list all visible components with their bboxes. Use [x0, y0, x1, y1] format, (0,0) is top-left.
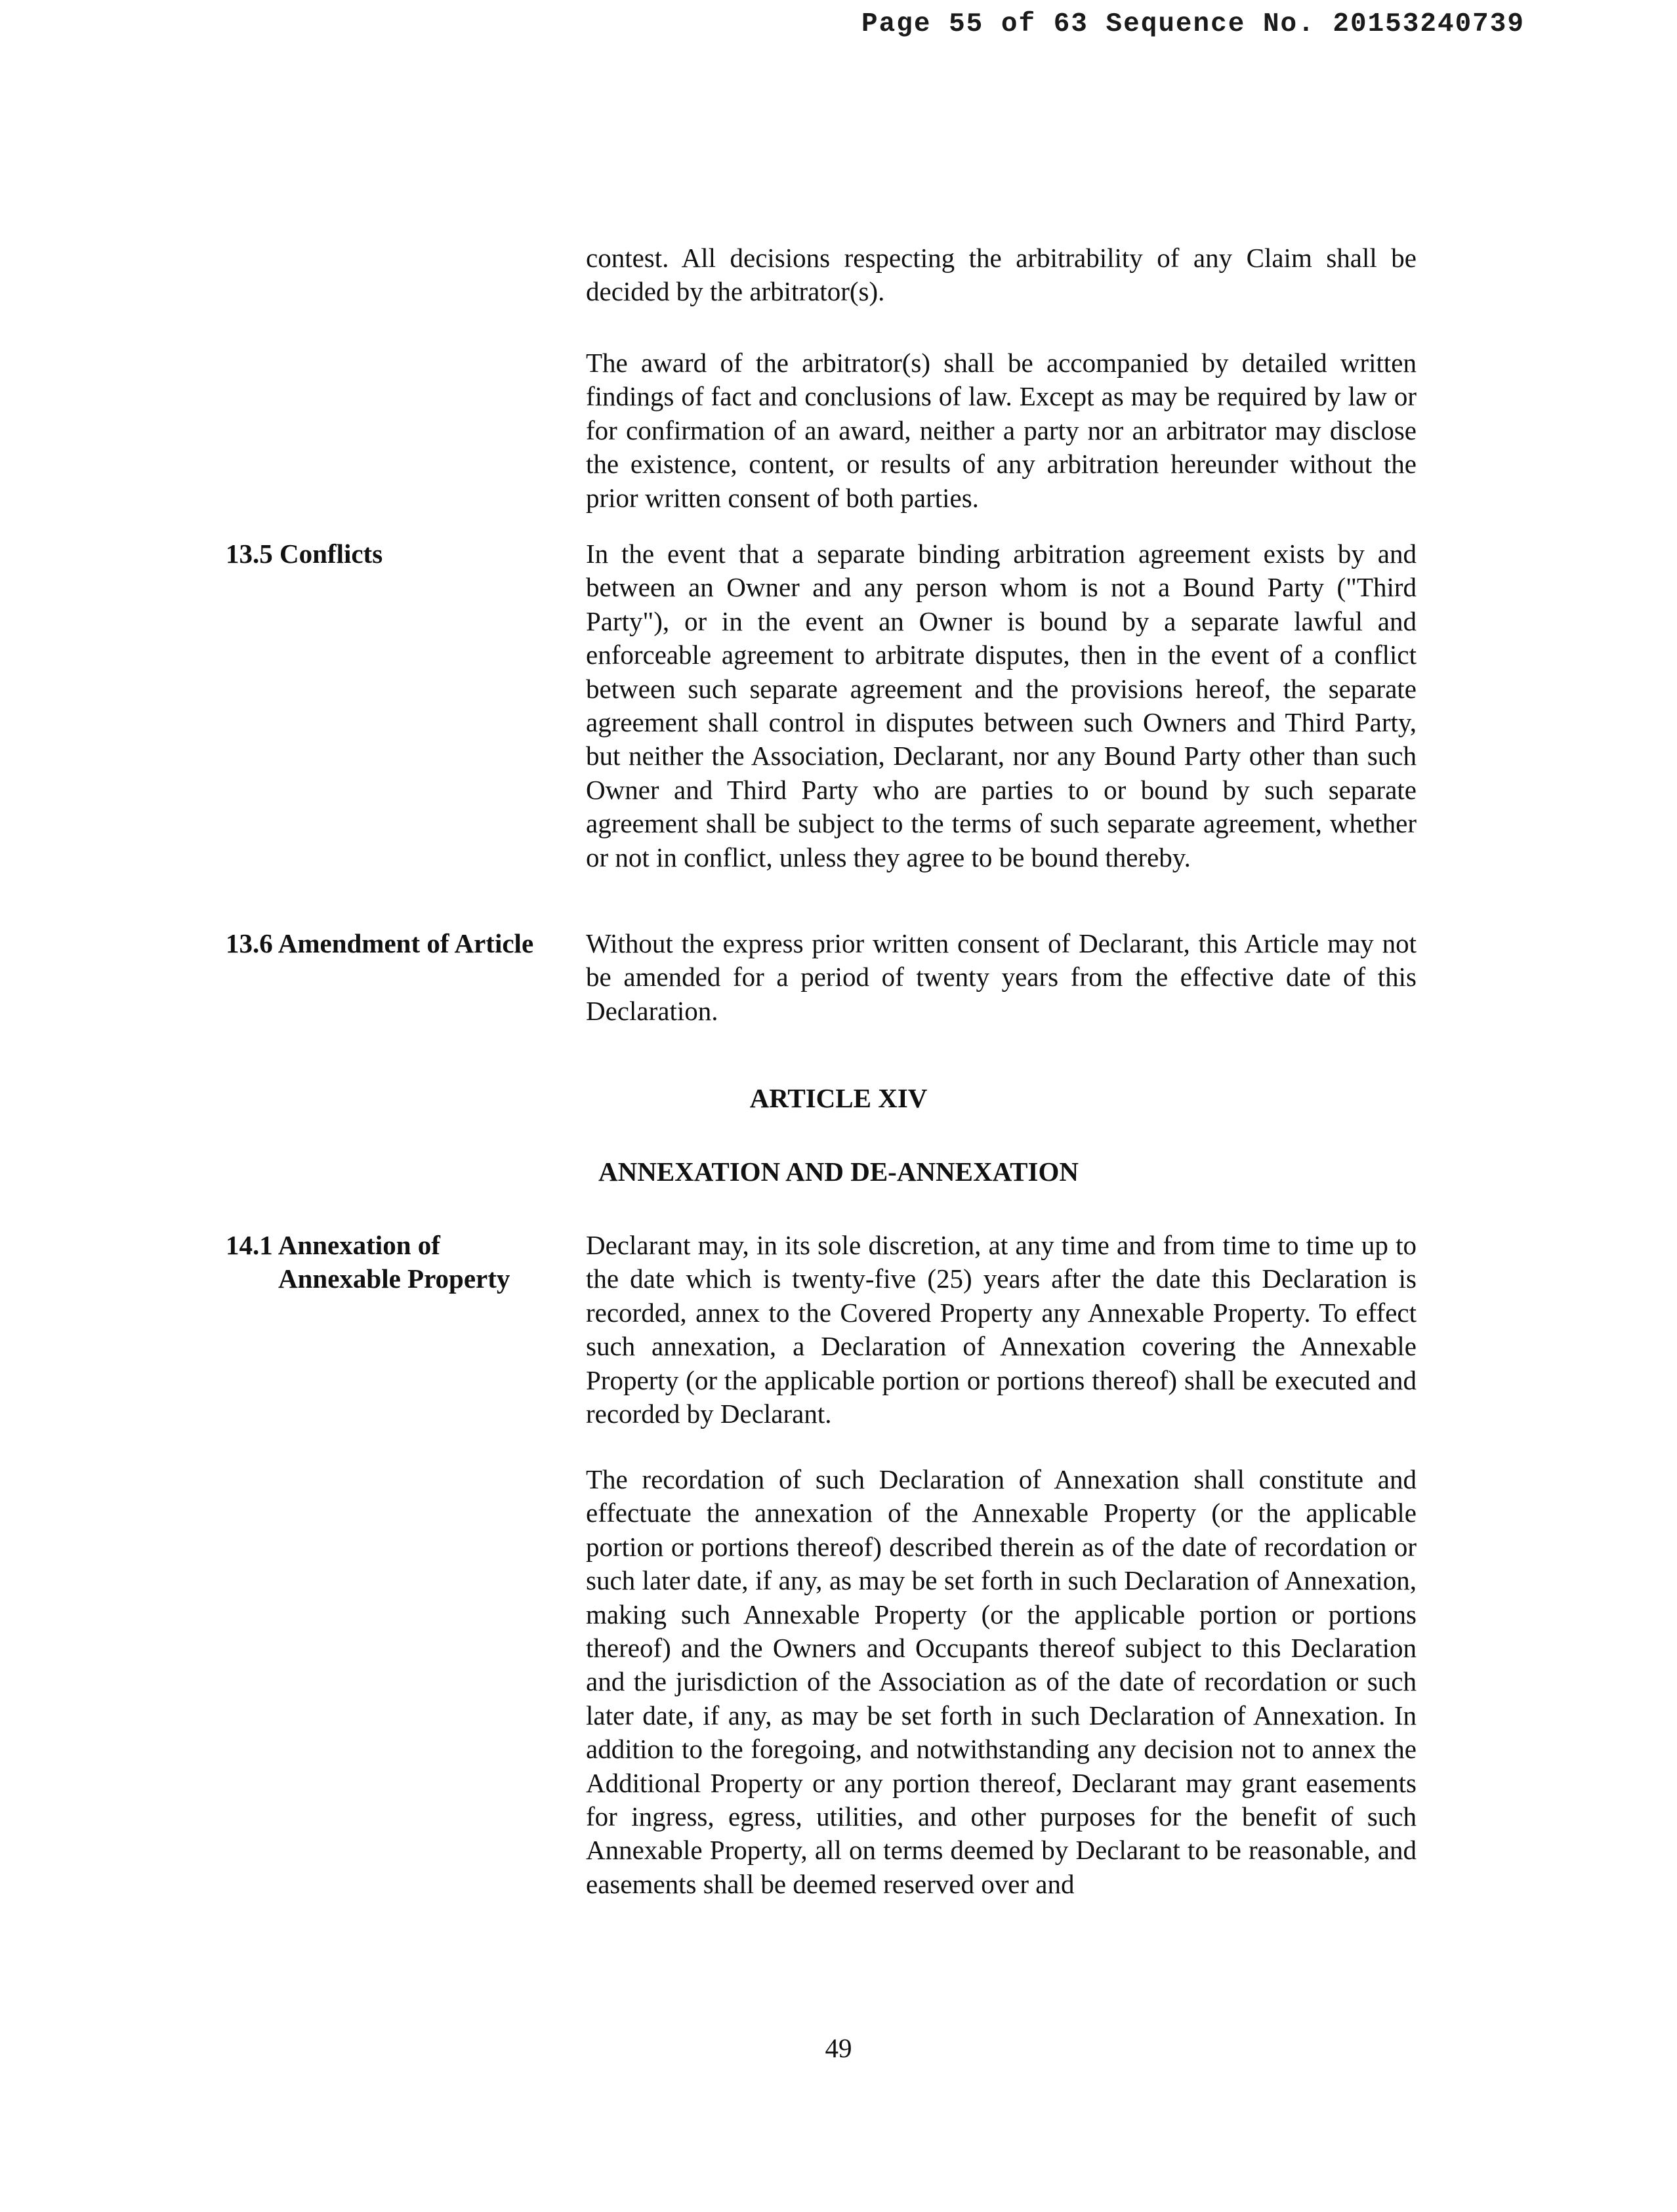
paragraph-award: [586, 346, 1417, 515]
paragraph-text: contest. All decisions respecting the arbitrability of any Claim shall be decided by the arbitrator(s).: [586, 243, 1417, 307]
section-heading-13-6: 13.6 Amendment of Article: [226, 928, 534, 958]
paragraph-text: The award of the arbitrator(s) shall be accompanied by detailed written findings of fact and conclusions of law. Except as may be required by law or for confirmation of an award, neither a party nor an arbitrator may disclose the existence, content, or results of any arbitration hereunder without the prior written consent of both parties.: [586, 348, 1417, 513]
paragraph-contest: [586, 241, 1417, 309]
section-body-14-1-a: [586, 1229, 1417, 1431]
page-number: 49: [825, 2033, 852, 2063]
page-header-sequence: Page 55 of 63 Sequence No. 20153240739: [861, 9, 1525, 39]
paragraph-text: The recordation of such Declaration of Annexation shall constitute and effectuate the annexation of the Annexable Property (or the applicable portion or portions thereof) described therein as of the date of recordation or such later date, if any, as may be set forth in such Declaration of Annexation, making such Annexable Property (or the applicable portion or portions thereof) and the Owners and Occupants thereof subject to this Declaration and the jurisdiction of the Association as of the date of recordation or such later date, if any, as may be set forth in such Declaration of Annexation. In addition to the foregoing, and notwithstanding any decision not to annex the Additional Property or any portion thereof, Declarant may grant easements for ingress, egress, utilities, and other purposes for the benefit of such Annexable Property, all on terms deemed by Declarant to be reasonable, and easements shall be deemed reserved over and: [586, 1464, 1417, 1899]
section-heading-line: 14.1 Annexation of: [226, 1230, 440, 1260]
article-title: ANNEXATION AND DE-ANNEXATION: [598, 1157, 1079, 1187]
section-heading-line: Annexable Property: [278, 1263, 510, 1294]
section-body-13-6: [586, 927, 1417, 1028]
article-number: ARTICLE XIV: [749, 1083, 928, 1113]
paragraph-text: Declarant may, in its sole discretion, at any time and from time to time up to the date which is twenty-five (25) years after the date this Declaration is recorded, annex to the Covered Property any Annexable Property. To effect such annexation, a Declaration of Annexation covering the Annexable Property (or the applicable portion or portions thereof) shall be executed and recorded by Declarant.: [586, 1230, 1417, 1429]
paragraph-text: Without the express prior written consent of Declarant, this Article may not be amended for a period of twenty years from the effective date of this Declaration.: [586, 928, 1417, 1026]
paragraph-text: In the event that a separate binding arbitration agreement exists by and between an Owner and any person whom is not a Bound Party ("Third Party"), or in the event an Owner is bound by a separate lawful and enforceable agreement to arbitrate disputes, then in the event of a conflict between such separate agreement and the provisions hereof, the separate agreement shall control in disputes between such Owners and Third Party, but neither the Association, Declarant, nor any Bound Party other than such Owner and Third Party who are parties to or bound by such separate agreement shall be subject to the terms of such separate agreement, whether or not in conflict, unless they agree to be bound thereby.: [586, 539, 1417, 872]
section-body-14-1-b: [586, 1463, 1417, 1901]
section-heading-14-1: [226, 1229, 567, 1296]
section-body-13-5: [586, 537, 1417, 874]
section-heading-13-5: 13.5 Conflicts: [226, 539, 383, 569]
